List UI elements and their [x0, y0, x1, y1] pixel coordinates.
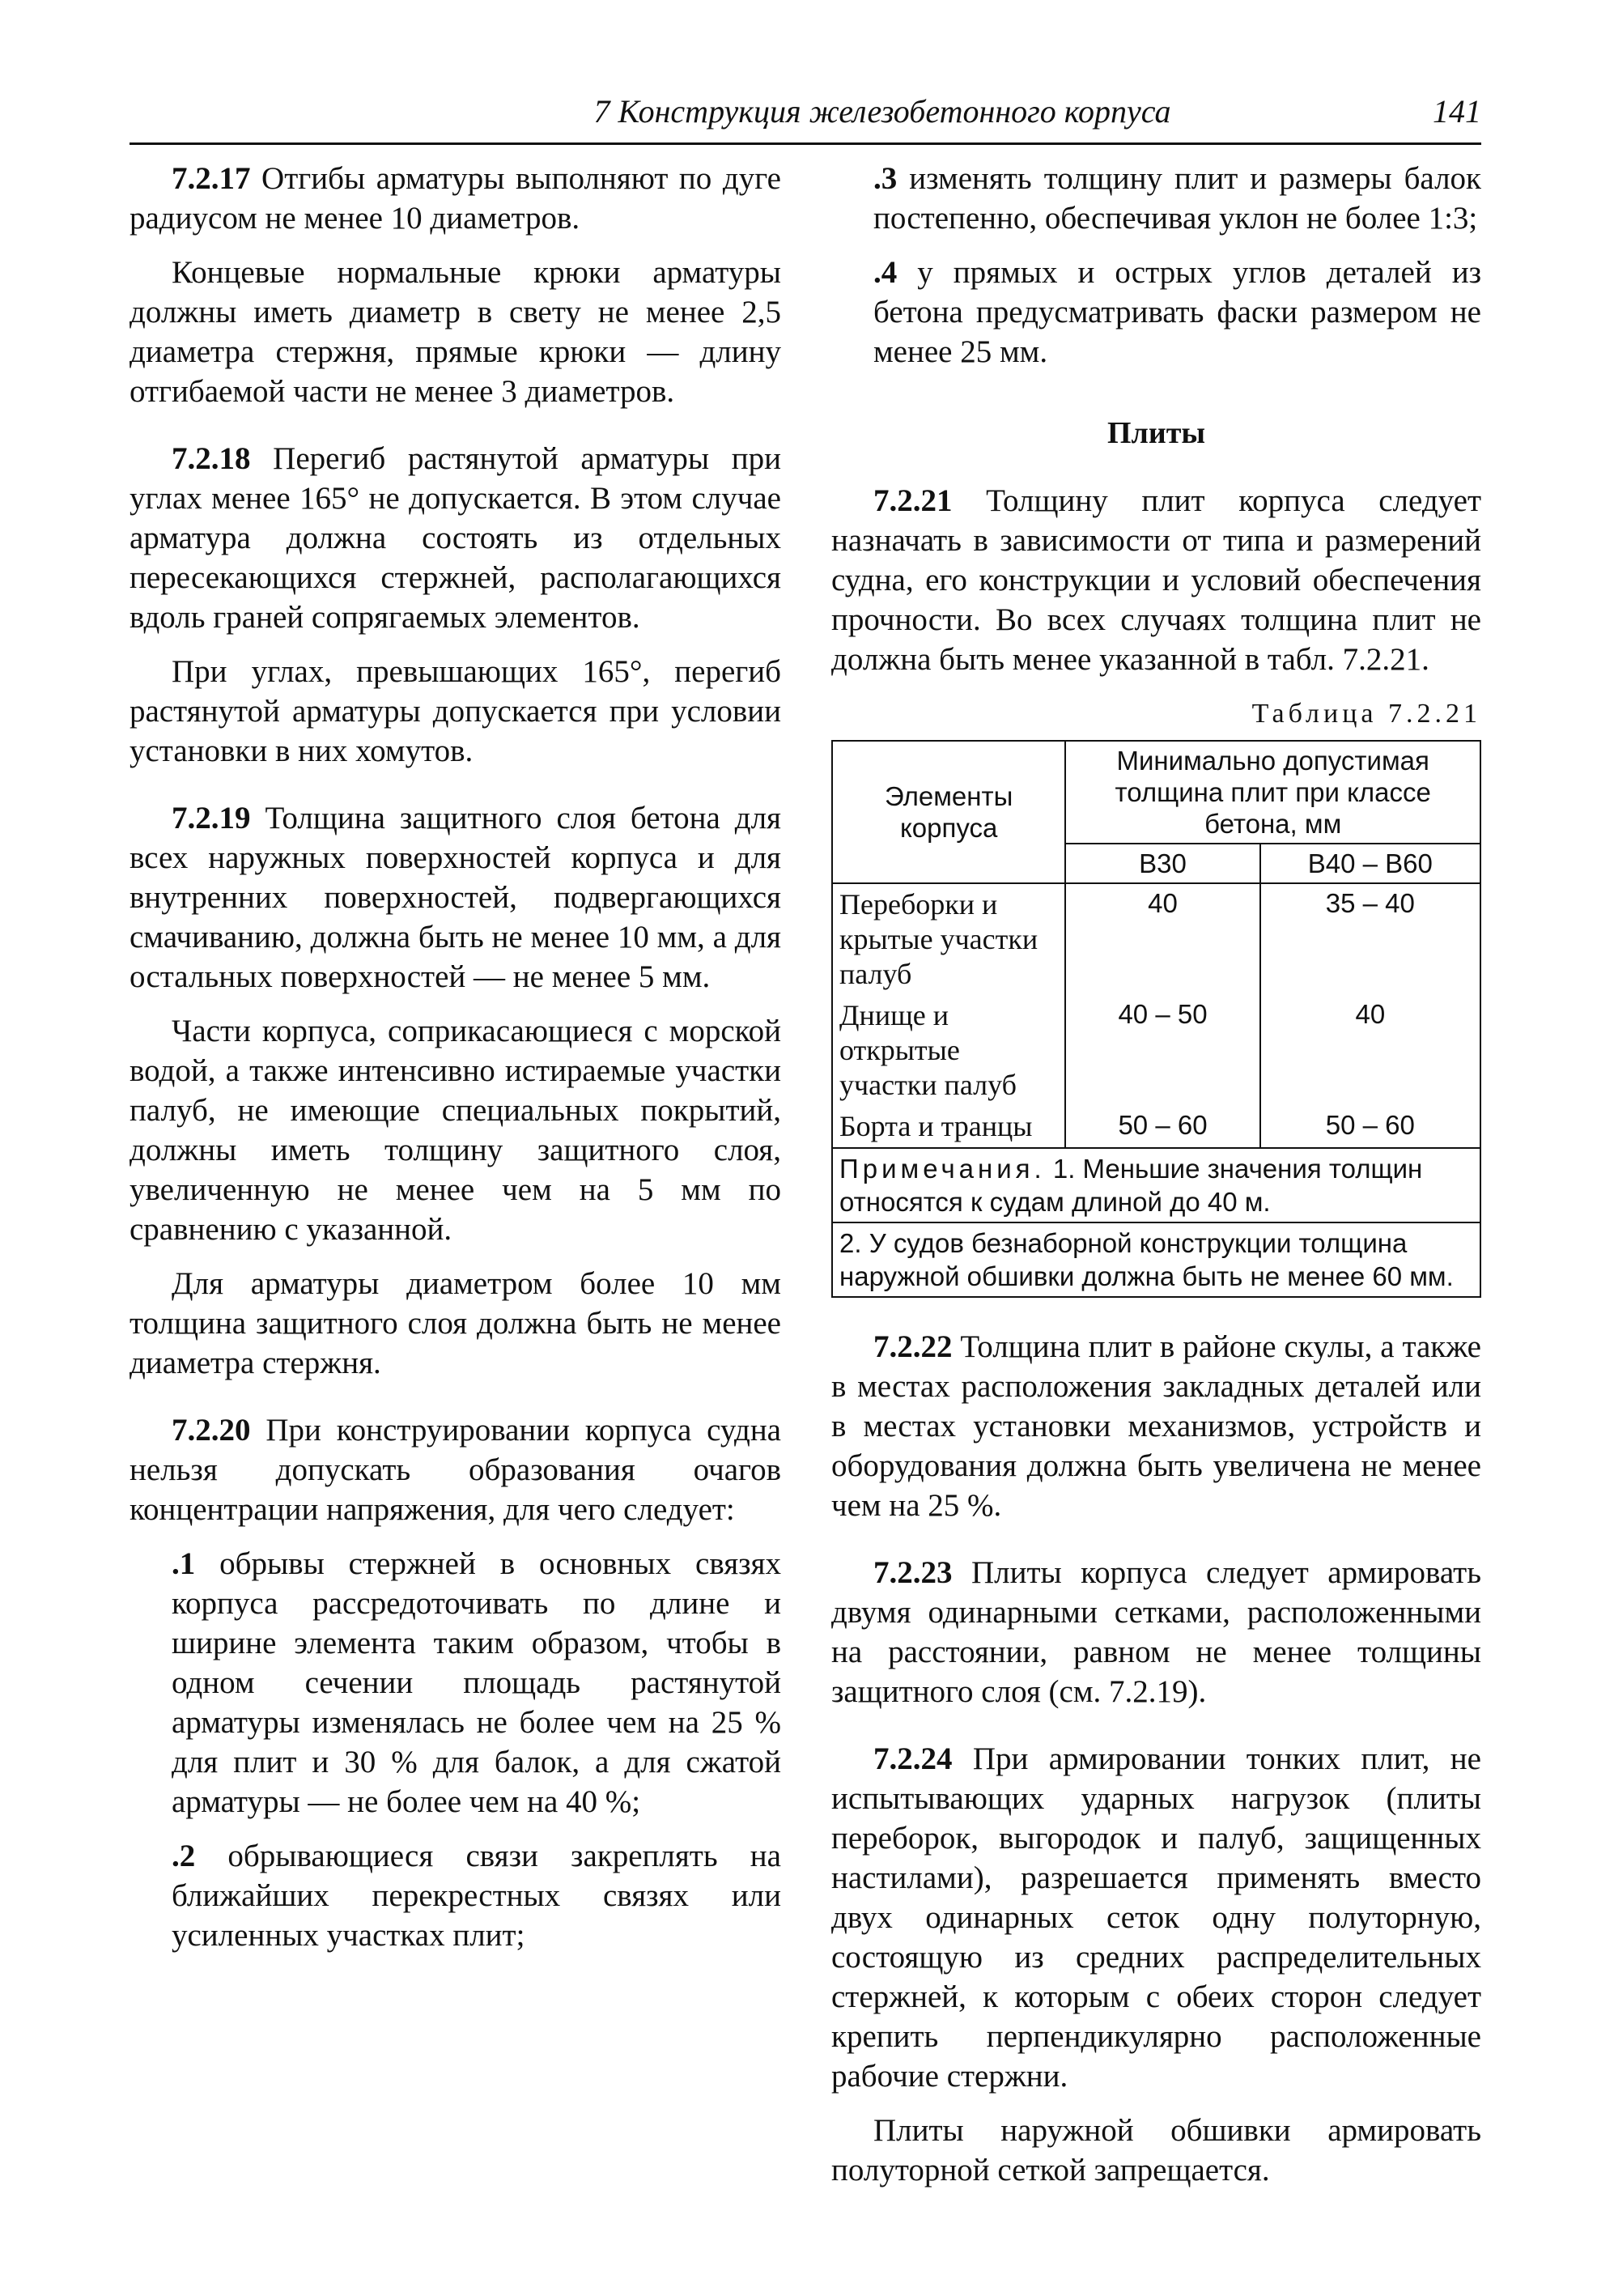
table-row	[832, 995, 1480, 1106]
paragraph-7-2-24	[831, 1739, 1481, 2096]
clause-text: При армировании тонких плит, не испытывающих ударных нагрузок (плиты переборок, выгородок и палуб, защищенных настилами), разрешается применять вместо двух одинарных сеток одну полуторную, состоящую из средних распределительных стержней, к которым с обеих сторон следует крепить перпендикулярно расположенные рабочие стержни.	[831, 1741, 1481, 2094]
cell-b40-b60: 35 – 40	[1260, 883, 1480, 995]
thickness-table	[831, 740, 1481, 1298]
clause-text: Перегиб растянутой арматуры при углах менее 165° не допускается. В этом случае арматура должна состоять из отдельных пересекающихся стержней, располагающихся вдоль граней сопрягаемых элементов.	[130, 441, 781, 635]
clause-number: 7.2.20	[172, 1413, 251, 1448]
item-number: .2	[172, 1839, 196, 1873]
table-note-1	[832, 1148, 1480, 1222]
clause-number: 7.2.21	[873, 483, 953, 518]
paragraph-7-2-23	[831, 1553, 1481, 1711]
cell-b40-b60: 40	[1260, 995, 1480, 1106]
item-number: .4	[873, 255, 898, 290]
table-row	[832, 883, 1480, 995]
clause-number: 7.2.19	[172, 801, 251, 835]
paragraph-diameter: Для арматуры диаметром более 10 мм толщина защитного слоя должна быть не менее диаметра стержня.	[130, 1266, 781, 1380]
table-header-row	[832, 741, 1480, 844]
paragraph-7-2-17	[130, 159, 781, 238]
table-row	[832, 1106, 1480, 1148]
paragraph-angles: При углах, превышающих 165°, перегиб растянутой арматуры допускается при условии установки в них хомутов.	[130, 654, 781, 768]
clause-text: Плиты корпуса следует армировать двумя одинарными сетками, расположенными на расстоянии, равном не менее толщины защитного слоя (см. 7.2.19).	[831, 1555, 1481, 1709]
clause-text: Толщина защитного слоя бетона для всех наружных поверхностей корпуса и для внутренних поверхностей, подвергающихся смачиванию, должна быть не менее 10 мм, а для остальных поверхностей — не менее 5 мм.	[130, 801, 781, 994]
item-text: обрывы стержней в основных связях корпуса рассредоточивать по длине и ширине элемента таким образом, чтобы в одном сечении площадь растянутой арматуры изменялась не более чем на 25 % для плит и 30 % для балок, а для сжатой арматуры — не более чем на 40 %;	[172, 1546, 781, 1819]
paragraph-7-2-21	[831, 481, 1481, 679]
table-note-row	[832, 1148, 1480, 1222]
list-item-2	[130, 1836, 781, 1955]
clause-number: 7.2.24	[873, 1741, 953, 1776]
clause-text: При конструировании корпуса судна нельзя допускать образования очагов концентрации напряжения, для чего следует:	[130, 1413, 781, 1527]
running-title: 7 Конструкция железобетонного корпуса	[593, 93, 1171, 130]
paragraph-sea-water: Части корпуса, соприкасающиеся с морской водой, а также интенсивно истираемые участки палуб, не имеющие специальных покрытий, должны иметь толщину защитного слоя, увеличенную не менее чем на 5 мм по сравнению с указанной.	[130, 1014, 781, 1247]
table-note-row	[832, 1222, 1480, 1297]
page-number: 141	[1433, 93, 1481, 130]
clause-number: 7.2.22	[873, 1329, 953, 1364]
clause-number: 7.2.18	[172, 441, 251, 476]
cell-element: Переборки и крытые участки палуб	[832, 883, 1065, 995]
list-item-1	[130, 1544, 781, 1822]
header-elements: Элементы корпуса	[832, 741, 1065, 883]
paragraph-7-2-18	[130, 439, 781, 637]
cell-element: Днище и открытые участки палуб	[832, 995, 1065, 1106]
section-heading: Плиты	[1106, 416, 1206, 450]
header-min-thickness: Минимально допустимая толщина плит при классе бетона, мм	[1065, 741, 1480, 844]
clause-text: Толщину плит корпуса следует назначать в зависимости от типа и размерений судна, его конструкции и условий обеспечения прочности. Во всех случаях толщина плит не должна быть менее указанной в табл. 7.2.21.	[831, 483, 1481, 677]
paragraph-7-2-22	[831, 1327, 1481, 1525]
clause-text: Толщина плит в районе скулы, а также в местах расположения закладных деталей или в местах установки механизмов, устройств и оборудования должна быть увеличена не менее чем на 25 %.	[831, 1329, 1481, 1523]
item-text: у прямых и острых углов деталей из бетона предусматривать фаски размером не менее 25 мм.	[873, 255, 1481, 369]
list-item-3	[831, 159, 1481, 238]
item-text: обрывающиеся связи закреплять на ближайших перекрестных связях или усиленных участках плит;	[172, 1839, 781, 1953]
paragraph-7-2-20	[130, 1410, 781, 1529]
note-label: Примечания.	[839, 1154, 1046, 1184]
item-number: .3	[873, 161, 898, 196]
paragraph-hooks: Концевые нормальные крюки арматуры должны иметь диаметр в свету не менее 2,5 диаметра стержня, прямые крюки — длину отгибаемой части не менее 3 диаметров.	[130, 255, 781, 409]
cell-b30: 50 – 60	[1065, 1106, 1259, 1148]
table-caption: Таблица 7.2.21	[1251, 699, 1481, 729]
note-text: 1. Меньшие значения толщин относятся к судам длиной до 40 м.	[839, 1154, 1423, 1217]
page-header	[130, 78, 1481, 145]
header-b40-b60: В40 – В60	[1260, 844, 1480, 883]
cell-b30: 40 – 50	[1065, 995, 1259, 1106]
clause-text: Отгибы арматуры выполняют по дуге радиусом не менее 10 диаметров.	[130, 161, 781, 236]
clause-number: 7.2.23	[873, 1555, 953, 1590]
left-column	[130, 159, 781, 1970]
list-item-4	[831, 253, 1481, 372]
item-number: .1	[172, 1546, 196, 1581]
clause-number: 7.2.17	[172, 161, 251, 196]
table-note-2: 2. У судов безнаборной конструкции толщина наружной обшивки должна быть не менее 60 мм.	[832, 1222, 1480, 1297]
cell-b30: 40	[1065, 883, 1259, 995]
right-column	[831, 159, 1481, 2205]
cell-element: Борта и транцы	[832, 1106, 1065, 1148]
paragraph-7-2-19	[130, 798, 781, 997]
header-b30: В30	[1065, 844, 1259, 883]
item-text: изменять толщину плит и размеры балок постепенно, обеспечивая уклон не более 1:3;	[873, 161, 1481, 236]
cell-b40-b60: 50 – 60	[1260, 1106, 1480, 1148]
paragraph-outer-plating: Плиты наружной обшивки армировать полуторной сеткой запрещается.	[831, 2113, 1481, 2188]
